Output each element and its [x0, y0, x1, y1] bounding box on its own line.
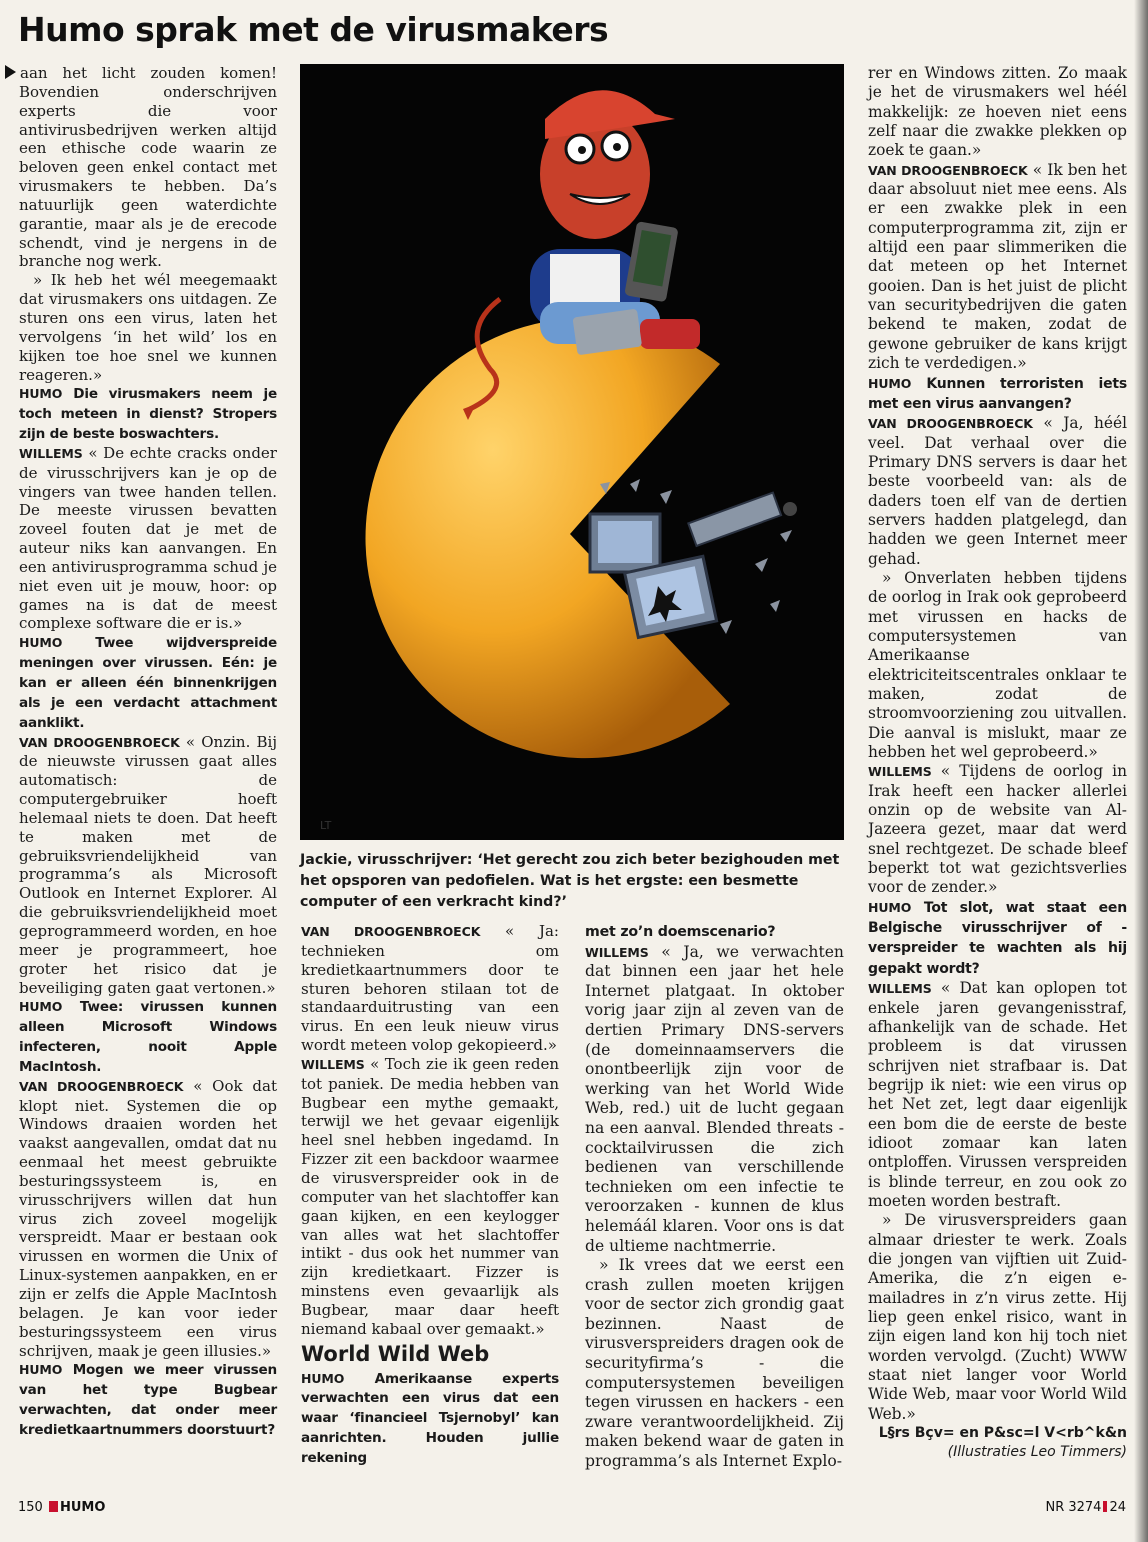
- speaker-label: HUMO: [19, 1362, 63, 1378]
- page-footer-left: [18, 1500, 105, 1515]
- illustration-caption: Jackie, virusschrijver: ‘Het gerecht zou zich beter bezighouden met het opsporen van pedofielen. Wat is het ergste: een besmette computer of een verkracht kind?’: [300, 852, 840, 910]
- paragraph-text: » Onverlaten hebben tijdens de oorlog in Irak ook geprobeerd met virussen en hacks de computersystemen van Amerikaanse elektriciteitscentrales onklaar te maken, zodat de stroomvoorziening zou uitvallen. Die aanval is mislukt, maar ze hebben het wel geprobeerd.»: [868, 568, 1127, 762]
- page-number-right: 24: [1109, 1500, 1126, 1515]
- page-title: Humo sprak met de virusmakers: [18, 10, 609, 49]
- body-paragraph: [301, 1055, 559, 1339]
- paragraph-text: « Dat kan oplopen tot enkele jaren gevangenisstraf, afhankelijk van de schade. Het probleem is dat virussen schrijven niet strafbaar is. Dat begrijp ik niet: wie een virus op het Net zet, legt daar eigenlijk een bom die de eerste de beste idioot zomaar kan laten ontploffen. Virussen verspreiden is blinde terreur, en zou ook zo moeten worden bestraft.: [868, 979, 1127, 1210]
- question-paragraph: [868, 898, 1127, 979]
- column-3: [585, 922, 844, 1472]
- speaker-label: HUMO: [868, 375, 912, 391]
- brand-name: HUMO: [59, 1500, 106, 1515]
- paragraph-text: Twee wijdverspreide meningen over virussen. Eén: je kan er alleen één binnenkrijgen als je een verdacht attachment aanklikt.: [19, 635, 277, 731]
- column-4: [868, 64, 1127, 1463]
- body-paragraph: [868, 64, 1127, 161]
- section-heading: World Wild Web: [301, 1341, 490, 1366]
- body-paragraph: [19, 733, 277, 998]
- body-paragraph: [868, 414, 1127, 569]
- paragraph-text: Amerikaanse experts verwachten een virus dat een waar ‘financieel Tsjernobyl’ kan aanrichten. Houden jullie rekening: [301, 1370, 559, 1466]
- paragraph-text: « Ja: technieken om kredietkaartnummers door te sturen behoren stilaan tot de standaarduitrusting van een virus. En een leuk nieuw virus wordt meteen volop gekopieerd.»: [301, 922, 559, 1055]
- paragraph-text: « Ik ben het daar absoluut niet mee eens. Als er een zwakke plek in een computerprogramma zit, zijn er altijd een paar slimmeriken die dat meteen op het Internet gooien. Dan is het juist de plicht van securitybedrijven die gaten bekend te maken, zodat de gewone gebruiker de kans krijgt zich te verdedigen.»: [868, 160, 1127, 373]
- speaker-label: VAN DROOGENBROECK: [868, 162, 1028, 178]
- question-paragraph: [19, 997, 277, 1076]
- speaker-label: VAN DROOGENBROECK: [19, 734, 180, 750]
- paragraph-text: met zo’n doemscenario?: [585, 924, 776, 940]
- continued-arrow-icon: [5, 65, 16, 79]
- paragraph-text: « Ook dat klopt niet. Systemen die op Windows draaien worden het vaakst aangevallen, omdat dat nu eenmaal het meest gebruikte besturingssysteem is, en virusschrijvers willen dat hun virus zich zoveel mogelijk verspreidt. Maar er bestaan ook virussen en wormen die Unix of Linux-systemen aanpakken, en er zijn er zelfs die Apple MacIntosh belagen. Je kan voor ieder besturingssysteem een virus schrijven, maak je geen illusies.»: [19, 1076, 277, 1360]
- divider-bar-icon: [1103, 1501, 1107, 1512]
- paragraph-text: » Ik vrees dat we eerst een crash zullen moeten krijgen voor de sector zich grondig gaat bezinnen. Naast de virusverspreiders dragen ook de securityfirma’s - die computersystemen beveiligen tegen virussen en hackers - een zware verantwoordelijkheid. Zij maken bekend waar de gaten in programma’s als Internet Explo-: [585, 1256, 844, 1471]
- body-paragraph: [19, 64, 277, 271]
- author-byline: L§rs Bçv= en P&sc=l V<rb^k&n: [878, 1425, 1127, 1442]
- body-paragraph: [19, 444, 277, 633]
- speaker-label: HUMO: [19, 386, 63, 402]
- column-1: [19, 64, 277, 1440]
- body-paragraph: [301, 922, 559, 1055]
- body-paragraph: [868, 762, 1127, 897]
- speaker-label: VAN DROOGENBROECK: [19, 1078, 184, 1094]
- body-paragraph: [868, 1211, 1127, 1424]
- speaker-label: WILLEMS: [868, 764, 932, 780]
- paragraph-text: « De echte cracks onder de virusschrijvers kan je op de vingers van twee handen tellen. De meeste virussen bevatten zoveel fouten dat je met de auteur niks kan aanvangen. En een antivirusprogramma schud je niet even uit je mouw, hoor: op games na is dat de meest complexe software die er is.»: [19, 443, 277, 633]
- paragraph-text: « Onzin. Bij de nieuwste virussen gaat alles automatisch: de computergebruiker hoeft helemaal niets te doen. Dat heeft te maken met de gebruiksvriendelijkheid van programma’s als Microsoft Outlook en Internet Explorer. Al die gebruiksvriendelijkheid moet geprogrammeerd worden, en hoe meer je programmeert, hoe groter het risico dat je beveiliging gaten gaat vertonen.»: [19, 732, 277, 997]
- page-number: 150: [18, 1500, 43, 1515]
- paragraph-text: Tot slot, wat staat een Belgische virusschrijver of -verspreider te wachten als hij gepakt wordt?: [868, 899, 1127, 977]
- body-paragraph: [585, 1256, 844, 1472]
- speaker-label: WILLEMS: [19, 445, 83, 461]
- body-paragraph: [19, 1077, 277, 1361]
- body-paragraph: [868, 161, 1127, 374]
- speaker-label: VAN DROOGENBROECK: [868, 416, 1033, 432]
- question-paragraph: [868, 374, 1127, 415]
- question-paragraph: [19, 633, 277, 732]
- issue-number: NR 3274: [1045, 1500, 1102, 1515]
- column-2: [301, 922, 559, 1468]
- speaker-label: WILLEMS: [868, 981, 932, 997]
- paragraph-text: aan het licht zouden komen! Bovendien onderschrijven experts die voor antivirusbedrijven werken altijd een ethische code waarin ze beloven geen enkel contact met virusmakers te hebben. Da’s natuurlijk geen waterdichte garantie, maar als je de erecode schendt, vind je nergens in de branche nog werk.: [19, 64, 277, 271]
- body-paragraph: [868, 569, 1127, 762]
- paragraph-text: » Ik heb het wél meegemaakt dat virusmakers ons uitdagen. Ze sturen ons een virus, laten het vervolgens ‘in het wild’ los en kijken toe hoe snel we kunnen reageren.»: [19, 271, 277, 384]
- illustration: [300, 64, 844, 840]
- signature-mark: LT: [320, 819, 332, 832]
- question-paragraph: [585, 922, 844, 943]
- speaker-label: HUMO: [19, 635, 63, 651]
- page-footer-right: [1045, 1500, 1126, 1515]
- paragraph-text: Twee: virussen kunnen alleen Microsoft Windows infecteren, nooit Apple MacIntosh.: [19, 999, 277, 1075]
- question-paragraph: [19, 384, 277, 444]
- question-paragraph: [19, 1360, 277, 1439]
- paragraph-text: « Ja, we verwachten dat binnen een jaar het hele Internet platgaat. In oktober vorig jaar zijn al zeven van de dertien Primary DNS-servers (de domeinnaamservers die onontbeerlijk zijn voor de werking van het World Wide Web, red.) uit de lucht gegaan na een aanval. Blended threats - cocktailvirussen die zich bedienen van verschillende technieken om een infectie te veroorzaken - kunnen de klus helemáál klaren. Voor ons is dat de ultieme nachtmerrie.: [585, 942, 844, 1255]
- speaker-label: HUMO: [301, 1370, 345, 1386]
- question-paragraph: [301, 1369, 559, 1468]
- illustration-credit: (Illustraties Leo Timmers): [947, 1444, 1127, 1461]
- pacman-virus-illustration: [300, 64, 844, 840]
- paragraph-text: Kunnen terroristen iets met een virus aanvangen?: [868, 375, 1127, 412]
- paragraph-text: Die virusmakers neem je toch meteen in dienst? Stropers zijn de beste boswachters.: [19, 386, 277, 443]
- page-edge-shadow: [1134, 0, 1148, 1542]
- paragraph-text: « Tijdens de oorlog in Irak heeft een hacker allerlei onzin op de website van Al-Jazeera gezet, maar dat werd snel rechtgezet. De schade bleef beperkt tot wat gezichtsverlies voor de zender.»: [868, 762, 1127, 897]
- paragraph-text: « Ja, héél veel. Dat verhaal over die Primary DNS servers is daar het beste voorbeeld van: als de daders toen elf van de dertien servers hadden platgelegd, dan hadden we geen Internet meer gehad.: [868, 414, 1127, 568]
- speaker-label: VAN DROOGENBROECK: [301, 924, 481, 939]
- speaker-label: HUMO: [19, 999, 63, 1015]
- body-paragraph: [868, 979, 1127, 1211]
- speaker-label: WILLEMS: [585, 944, 649, 960]
- brand-square-icon: [49, 1501, 58, 1512]
- paragraph-text: Mogen we meer virussen van het type Bugbear verwachten, dat onder meer kredietkaartnummers doorstuurt?: [19, 1362, 277, 1438]
- paragraph-text: rer en Windows zitten. Zo maak je het de virusmakers wel héél makkelijk: ze hoeven niet eens zelf naar die zwakke plekken op zoek te gaan.»: [868, 64, 1127, 160]
- body-paragraph: [585, 943, 844, 1257]
- body-paragraph: [19, 271, 277, 384]
- paragraph-text: » De virusverspreiders gaan almaar driester te werk. Zoals die jongen van vijftien uit Zuid-Amerika, die z’n eigen e-mailadres in z’n virus zette. Hij liep geen enkel risico, want in zijn eigen land kon hij toch niet worden vervolgd. (Zucht) WWW staat niet langer voor World Wide Web, maar voor World Wild Web.»: [868, 1211, 1127, 1423]
- paragraph-text: « Toch zie ik geen reden tot paniek. De media hebben van Bugbear een mythe gemaakt, terwijl we het gevaar eigenlijk heel snel hebben ingedamd. In Fizzer zit een backdoor waarmee de virusverspreider ook in de computer van het slachtoffer kan gaan kijken, en een keylogger van alles wat het slachtoffer intikt - dus ook het nummer van zijn kredietkaart. Fizzer is minstens even gevaarlijk als Bugbear, maar daar heeft niemand kabaal over gemaakt.»: [301, 1054, 559, 1338]
- speaker-label: WILLEMS: [301, 1056, 365, 1072]
- speaker-label: HUMO: [868, 899, 912, 915]
